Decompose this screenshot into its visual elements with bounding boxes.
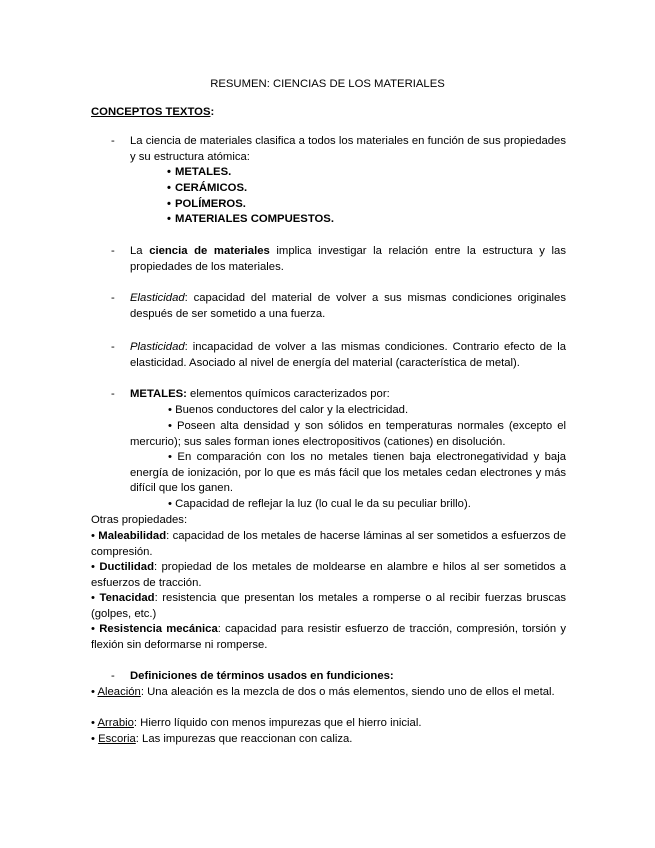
definicion-aleacion: • Aleación: Una aleación es la mezcla de dos o más elementos, siendo uno de ellos el metal. [91,686,555,698]
definicion-arrabio: • Arrabio: Hierro líquido con menos impurezas que el hierro inicial. [91,717,422,729]
list-item-metales: - METALES: elementos químicos caracterizados por: [111,387,566,403]
ciencia-text: La ciencia de materiales implica investigar la relación entre la estructura y las propiedades de los materiales. [130,245,566,273]
metales-text: METALES: elementos químicos caracterizados por: [130,388,390,400]
definiciones-heading: Definiciones de términos usados en fundiciones: [130,670,394,682]
list-item-plasticidad: - Plasticidad: incapacidad de volver a las mismas condiciones. Contrario efecto de la elasticidad. Asociado al nivel de energía del material (característica de metal). [111,340,566,371]
list-item-ciencia: - La ciencia de materiales implica investigar la relación entre la estructura y las propiedades de los materiales. [111,244,566,275]
metales-point-4: • Capacidad de reflejar la luz (lo cual le da su peculiar brillo). [168,498,471,510]
list-item-definiciones: - Definiciones de términos usados en fundiciones: [111,669,566,685]
classification-text: La ciencia de materiales clasifica a todos los materiales en función de sus propiedades y su estructura atómica: [130,135,566,163]
section-heading-label: CONCEPTOS TEXTOS [91,106,211,118]
material-type-polimeros: • POLÍMEROS. [167,198,246,210]
plasticidad-text: Plasticidad: incapacidad de volver a las mismas condiciones. Contrario efecto de la elasticidad. Asociado al nivel de energía del material (característica de metal). [130,341,566,369]
list-item-classification [111,134,566,165]
propiedad-resistencia: • Resistencia mecánica: capacidad para resistir esfuerzo de tracción, compresión, torsión y flexión sin deformarse ni romperse. [91,623,566,651]
metales-point-1: • Buenos conductores del calor y la electricidad. [168,404,409,416]
propiedad-ductilidad: • Ductilidad: propiedad de los metales de moldearse en alambre e hilos al ser sometidos a esfuerzos de tracción. [91,561,566,589]
elasticidad-text: Elasticidad: capacidad del material de volver a sus mismas condiciones originales después de ser sometido a una fuerza. [130,292,566,320]
material-type-metales: • METALES. [167,166,232,178]
material-type-compuestos: • MATERIALES COMPUESTOS. [167,213,334,225]
metales-term: METALES: [130,388,187,400]
otras-propiedades-label: Otras propiedades: [91,514,188,526]
metales-point-2: • Poseen alta densidad y son sólidos en temperaturas normales (excepto el mercurio); sus sales forman iones electropositivos (cationes) en disolución. [130,420,566,448]
propiedad-tenacidad: • Tenacidad: resistencia que presentan los metales a romperse o al recibir fuerzas bruscas (golpes, etc.) [91,592,567,620]
section-heading [91,105,214,121]
plasticidad-term: Plasticidad [130,341,185,353]
propiedad-maleabilidad: • Maleabilidad: capacidad de los metales de hacerse láminas al ser sometidos a esfuerzos de compresión. [91,530,566,558]
dash-marker: - [111,135,115,147]
section-heading-colon: : [210,106,215,118]
document-title: RESUMEN: CIENCIAS DE LOS MATERIALES [210,78,445,90]
list-item-elasticidad: - Elasticidad: capacidad del material de volver a sus mismas condiciones originales después de ser sometido a una fuerza. [111,291,566,322]
metales-point-3: • En comparación con los no metales tienen baja electronegatividad y baja energía de ionización, por lo que es más fácil que los metales cedan electrones y más difícil que los ganen. [130,451,566,495]
definicion-escoria: • Escoria: Las impurezas que reaccionan con caliza. [91,733,353,745]
elasticidad-term: Elasticidad [130,292,185,304]
material-type-ceramicos: • CERÁMICOS. [167,182,248,194]
